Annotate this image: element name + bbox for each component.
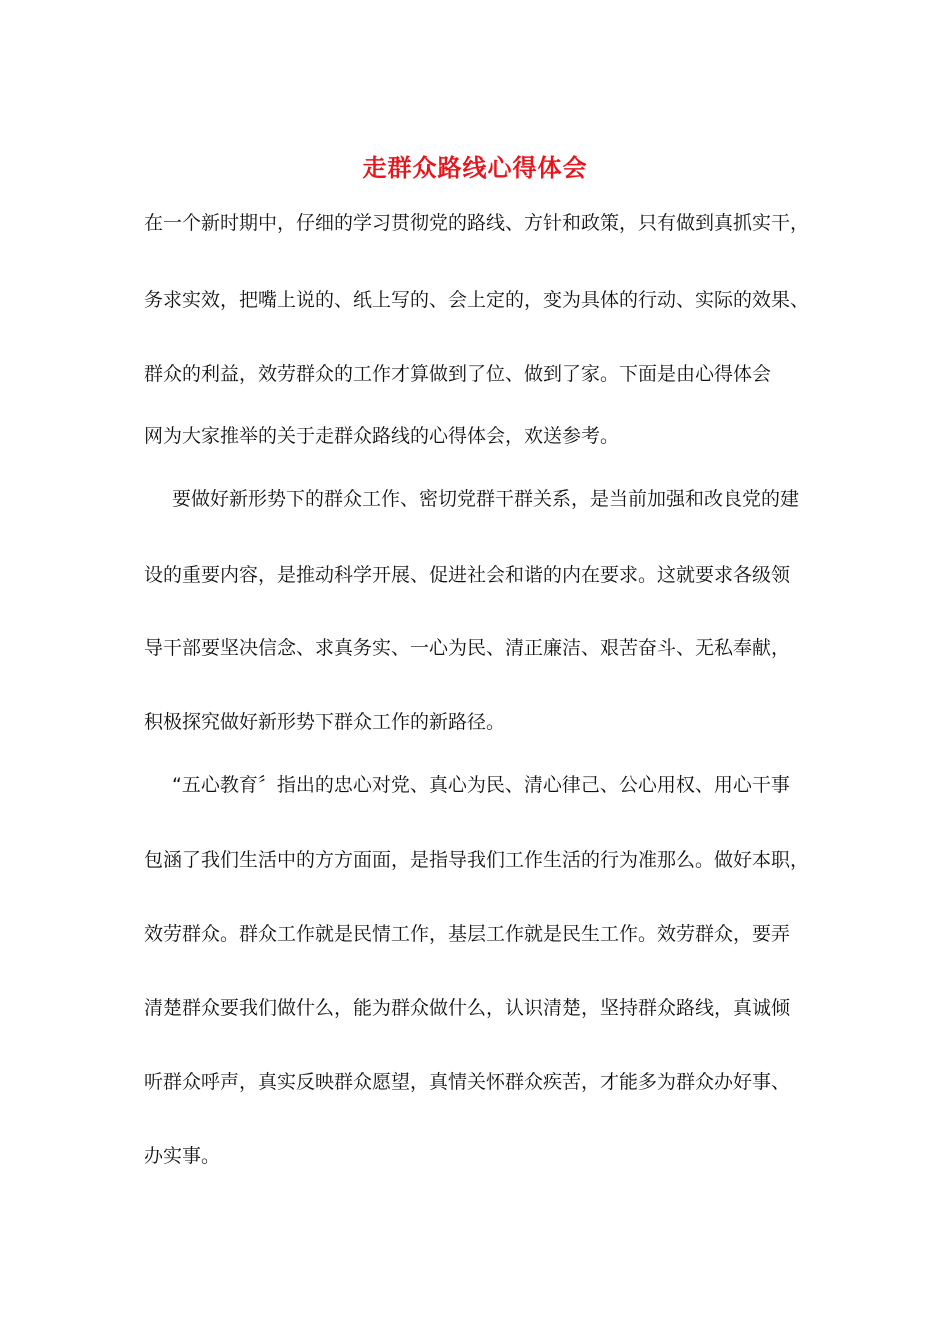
paragraph-1-line-3: 群众的利益，效劳群众的工作才算做到了位、做到了家。下面是由心得体会 bbox=[144, 363, 772, 385]
paragraph-2-line-2: 设的重要内容，是推动科学开展、促进社会和谐的内在要求。这就要求各级领 bbox=[144, 564, 791, 586]
paragraph-3-line-2: 包涵了我们生活中的方方面面，是指导我们工作生活的行为准那么。做好本职， bbox=[144, 849, 810, 871]
paragraph-3-line-1: “五心教育〞指出的忠心对党、真心为民、清心律己、公心用权、用心干事 bbox=[172, 774, 790, 796]
paragraph-3-line-4: 清楚群众要我们做什么，能为群众做什么，认识清楚，坚持群众路线，真诚倾 bbox=[144, 997, 791, 1019]
paragraph-1-line-4: 网为大家推举的关于走群众路线的心得体会，欢送参考。 bbox=[144, 425, 620, 447]
paragraph-3-line-6: 办实事。 bbox=[144, 1145, 221, 1167]
paragraph-2-line-1: 要做好新形势下的群众工作、密切党群干群关系，是当前加强和改良党的建 bbox=[172, 488, 800, 510]
paragraph-2-line-3: 导干部要坚决信念、求真务实、一心为民、清正廉洁、艰苦奋斗、无私奉献， bbox=[144, 637, 791, 659]
document-title: 走群众路线心得体会 bbox=[362, 153, 588, 182]
paragraph-1-line-2: 务求实效，把嘴上说的、纸上写的、会上定的，变为具体的行动、实际的效果、 bbox=[144, 289, 810, 311]
paragraph-3-line-5: 听群众呼声，真实反映群众愿望，真情关怀群众疾苦，才能多为群众办好事、 bbox=[144, 1071, 791, 1093]
paragraph-1-line-1: 在一个新时期中，仔细的学习贯彻党的路线、方针和政策，只有做到真抓实干， bbox=[144, 212, 810, 234]
paragraph-2-line-4: 积极探究做好新形势下群众工作的新路径。 bbox=[144, 711, 506, 733]
paragraph-3-line-3: 效劳群众。群众工作就是民情工作，基层工作就是民生工作。效劳群众，要弄 bbox=[144, 923, 791, 945]
